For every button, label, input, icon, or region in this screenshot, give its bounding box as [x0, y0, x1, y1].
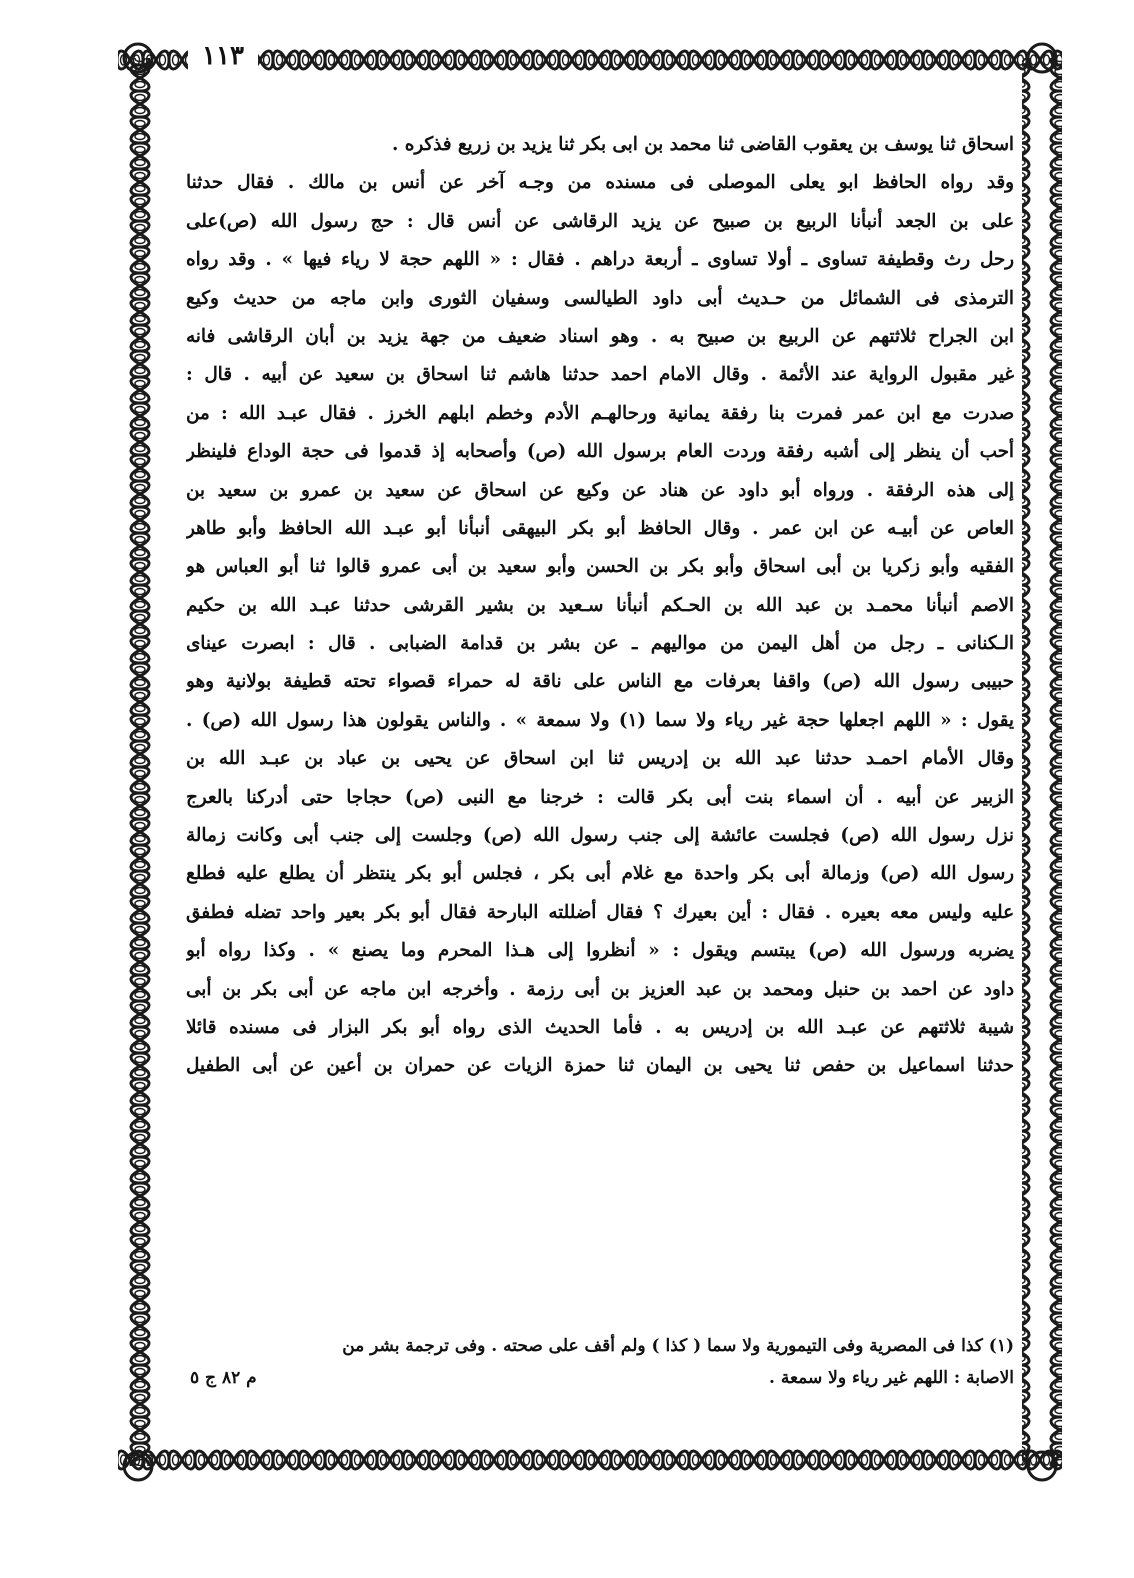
- printer-signature: م ٨٢ ج ٥: [190, 1368, 257, 1388]
- text-line: وقد رواه الحافظ ابو يعلى الموصلى فى مسنده من وجـه آخر عن أنس بن مالك . فقال حدثنا: [186, 172, 1014, 194]
- text-line: حدثنا اسماعيل بن حفص ثنا يحيى بن اليمان ثنا حمزة الزيات عن حمران بن أعين عن أبى الطفيل: [186, 1055, 1014, 1077]
- text-line: يقول : « اللهم اجعلها حجة غير رياء ولا سما (١) ولا سمعة » . والناس يقولون هذا رسول الله (ص) .: [186, 709, 1014, 731]
- text-line: الفقيه وأبو زكريا بن أبى اسحاق وأبو بكر بن الحسن وأبو سعيد بن أبى عمرو قالوا ثنا أبو العباس هو: [186, 556, 1014, 578]
- text-line: العاص عن أبيـه عن ابن عمر . وقال الحافظ أبو بكر البيهقى أنبأنا أبو عبـد الله الحافظ وأبو طاهر: [186, 517, 1014, 539]
- text-line: عليه وليس معه بعيره . فقال : أين بعيرك ؟ فقال أضللته البارحة فقال أبو بكر بعير واحد تضله فطفق: [186, 901, 1014, 923]
- text-line: اسحاق ثنا يوسف بن يعقوب القاضى ثنا محمد بن ابى بكر ثنا يزيد بن زريع فذكره .: [392, 134, 1014, 155]
- text-line: رسول الله (ص) وزمالة أبى بكر واحدة مع غلام أبى بكر ، فجلس أبو بكر ينتظر أن يطلع عليه فطلع: [186, 863, 1014, 885]
- text-line: يضربه ورسول الله (ص) يبتسم ويقول : « أنظروا إلى هـذا المحرم وما يصنع » . وكذا رواه أبو: [186, 940, 1014, 962]
- text-line: داود عن احمد بن حنبل ومحمد بن عبد العزيز بن أبى رزمة . وأخرجه ابن ماجه عن أبى بكر بن أبى: [186, 978, 1014, 1000]
- text-line: الاصم أنبأنا محمـد بن عبد الله بن الحـكم أنبأنا سـعيد بن بشير القرشى حدثنا عبـد الله بن حكيم: [186, 594, 1014, 616]
- text-line: ابن الجراح ثلاثتهم عن الربيع بن صبيح به . وهو اسناد ضعيف من جهة يزيد بن أبان الرقاشى فانه: [186, 325, 1014, 347]
- footnote-line: (١) كذا فى المصرية وفى التيمورية ولا سما ( كذا ) ولم أقف على صحته . وفى ترجمة بشر من: [342, 1336, 1014, 1356]
- text-line: الـكنانى ـ رجل من أهل اليمن من مواليهم ـ عن بشر بن قدامة الضبابى . قال : ابصرت عيناى: [186, 633, 1014, 655]
- text-line: الزبير عن أبيه . أن اسماء بنت أبى بكر قالت : خرجنا مع النبى (ص) حجاجا حتى أدركنا بالعرج: [186, 786, 1014, 808]
- footnote: [186, 1330, 1014, 1394]
- page-number: ١١٣: [188, 38, 258, 74]
- text-line: وقال الأمام احمـد حدثنا عبد الله بن إدريس ثنا ابن اسحاق عن يحيى بن عباد بن عبـد الله بن: [186, 748, 1014, 770]
- text-line: صدرت مع ابن عمر فمرت بنا رفقة يمانية ورحالهـم الأدم وخطم ابلهم الخرز . فقال عبـد الله : من: [186, 402, 1014, 424]
- text-line: حبيبى رسول الله (ص) واقفا بعرفات مع الناس على ناقة له حمراء قصواء تحته قطيفة بولانية وهو: [186, 671, 1014, 693]
- text-line: نزل رسول الله (ص) فجلست عائشة إلى جنب رسول الله (ص) وجلست إلى جنب أبى وكانت زمالة: [186, 825, 1014, 847]
- footnote-line: الاصابة : اللهم غير رياء ولا سمعة .: [769, 1368, 1014, 1388]
- text-line: غير مقبول الرواية عند الأئمة . وقال الامام احمد حدثنا هاشم ثنا اسحاق بن سعيد عن أبيه . قال :: [186, 364, 1014, 386]
- text-line: أحب أن ينظر إلى أشبه رفقة وردت العام برسول الله (ص) وأصحابه إذ قدموا فى حجة الوداع فلينظر: [186, 441, 1014, 463]
- text-line: على بن الجعد أنبأنا الربيع بن صبيح عن يزيد الرقاشى عن أنس قال : حج رسول الله (ص)على: [186, 210, 1014, 232]
- text-line: الترمذى فى الشمائل من حـديث أبى داود الطيالسى وسفيان الثورى وابن ماجه من حديث وكيع: [186, 287, 1014, 309]
- text-line: رحل رث وقطيفة تساوى ـ أولا تساوى ـ أربعة دراهم . فقال : « اللهم حجة لا رياء فيها » . وقد رواه: [186, 249, 1014, 271]
- text-line: شيبة ثلاثتهم عن عبـد الله بن إدريس به . فأما الحديث الذى رواه أبو بكر البزار فى مسنده قائلا: [186, 1016, 1014, 1038]
- body-text: [186, 126, 1014, 1086]
- footnote-last-row: [186, 1362, 1014, 1394]
- text-line: إلى هذه الرفقة . ورواه أبو داود عن هناد عن وكيع عن اسحاق عن سعيد بن عمرو بن سعيد بن: [186, 479, 1014, 501]
